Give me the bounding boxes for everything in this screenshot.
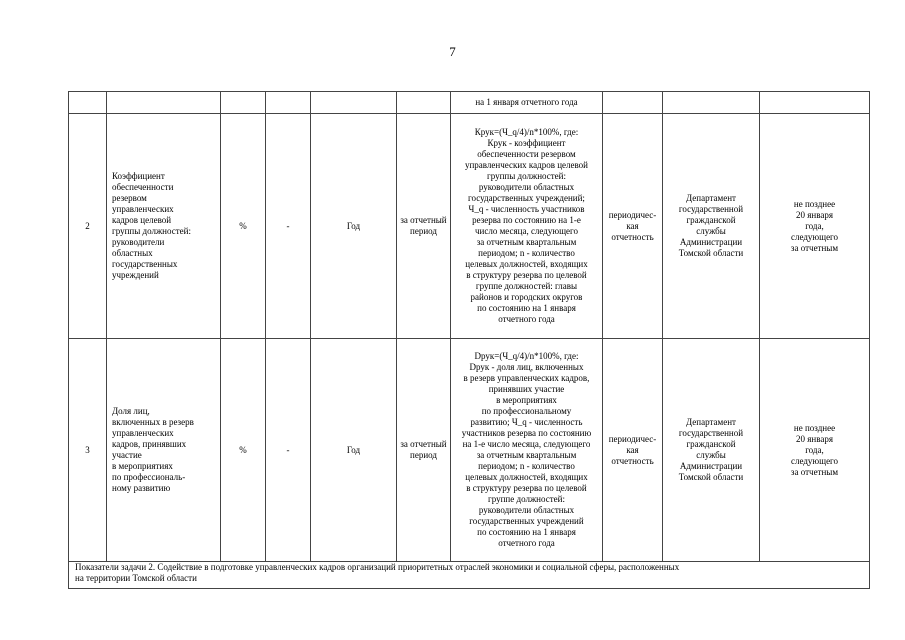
text-line: Доля лиц, [112,406,150,416]
text-line: отчетность [611,455,654,466]
text-line: следующего [790,455,839,466]
cell-unit [221,92,266,114]
formula [451,339,603,562]
text-line: государственных [112,259,178,269]
collection-method [603,114,663,339]
text-line: Dрук=(Ч_q/4)/n*100%, где: [474,351,579,361]
responsible [663,339,760,562]
text-line: за отчетным [790,466,839,477]
text-line: руководители [112,237,165,247]
cell-method [603,92,663,114]
text-line: за отчетным квартальным [476,450,577,460]
unit: % [221,339,266,562]
text-line: Томской области [678,472,744,482]
text-line: в структуру резерва по целевой [466,483,587,493]
deadline [760,114,870,339]
text-line: руководители областных [478,505,575,515]
text-line: по профессиональ- [112,472,186,482]
text-line: не позднее [793,422,836,433]
text-line: гражданской [686,439,736,449]
cell-formula: на 1 января отчетного года [451,92,603,114]
period-type: Год [311,114,397,339]
text-line: Крук=(Ч_q/4)/n*100%, где: [474,127,579,137]
text-line: период [410,450,437,460]
deadline [760,339,870,562]
text-line: государственных учреждений [469,516,584,526]
text-line: в структуру резерва по целевой [466,270,587,280]
text-line: резервом [112,193,147,203]
cell-responsible [663,92,760,114]
text-line: группе должностей: главы [475,281,578,291]
text-line: периодом; n - количество [478,248,575,258]
text-line: 20 января [796,433,833,444]
text-line: отчетного года [498,314,555,324]
text-line: за отчетным [790,242,839,253]
task-heading-row [69,562,870,589]
text-line: 20 января [796,209,833,220]
cell-calc-period [397,92,451,114]
text-line: периодичес- [608,433,657,444]
text-line: развитию; Ч_q - численность [470,417,583,427]
text-line: руководители областных [478,182,575,192]
text-line: на 1-е число месяца, следующего [462,439,591,449]
text-line: обеспеченности резервом [477,149,576,159]
text-line: за отчетный [400,215,447,225]
text-line: обеспеченности [112,182,174,192]
text-line: службы [696,226,726,236]
text-line: по состоянию на 1 января [477,303,576,313]
cell-num [69,92,107,114]
text-line: на территории Томской области [75,573,197,583]
text-line: Показатели задачи 2. Содействие в подготовке управленческих кадров организаций приоритетных отраслей экономики и социальной сферы, расположенных [75,562,680,572]
formula [451,114,603,339]
calc-period [397,339,451,562]
text-line: принявших участие [488,384,565,394]
text-line: учреждений [112,270,159,280]
cell-deadline [760,92,870,114]
text-line: государственной [678,428,744,438]
responsible [663,114,760,339]
text-line: периодом; n - количество [478,461,575,471]
text-line: года, [805,444,824,455]
text-line: государственных учреждений; [468,193,585,203]
text-line: группы должностей: [112,226,191,236]
text-line: Крук - коэффициент [487,138,566,148]
unit: % [221,114,266,339]
table-row [69,114,870,339]
text-line: года, [805,220,824,231]
text-line: управленческих [112,428,174,438]
text-line: Ч_q - численность участников [468,204,585,214]
text-line: кая [626,220,639,231]
row-number: 2 [69,114,107,339]
indicator-name [107,114,221,339]
cell-period-type [311,92,397,114]
text-line: в мероприятиях [496,395,557,405]
text-line: группы должностей: [487,171,566,181]
text-line: Коэффициент [112,171,165,181]
text-line: отчетного года [498,538,555,548]
text-line: отчетность [611,231,654,242]
text-line: группе должностей: [488,494,565,504]
collection-method [603,339,663,562]
text-line: кадров целевой [112,215,172,225]
text-line: по профессиональному [481,406,572,416]
text-line: Dрук - доля лиц, включенных [469,362,584,372]
text-line: областных [112,248,153,258]
text-line: за отчетным квартальным [476,237,577,247]
text-line: Томской области [678,248,744,258]
calc-period [397,114,451,339]
text-line: государственной [678,204,744,214]
text-line: управленческих кадров целевой [464,160,589,170]
cell-name [107,92,221,114]
text-line: Департамент [686,417,736,427]
text-line: целевых должностей, входящих [465,259,588,269]
text-line: число месяца, следующего [475,226,578,236]
cell-base [266,92,311,114]
table-row-continuation [69,92,870,114]
text-line: за отчетный [400,439,447,449]
indicator-name [107,339,221,562]
indicators-table [68,91,870,589]
period-type: Год [311,339,397,562]
text-line: управленческих [112,204,174,214]
text-line: кая [626,444,639,455]
text-line: участие [112,450,142,460]
table-row [69,339,870,562]
text-line: Администрации [679,237,743,247]
text-line: следующего [790,231,839,242]
text-line: Департамент [686,193,736,203]
text-line: участников резерва по состоянию [461,428,592,438]
page-number: 7 [449,44,456,59]
text-line: целевых должностей, входящих [465,472,588,482]
text-line: Администрации [679,461,743,471]
text-line: периодичес- [608,209,657,220]
text-line: включенных в резерв [112,417,194,427]
text-line: период [410,226,437,236]
base-value: - [266,339,311,562]
text-line: службы [696,450,726,460]
text-line: в мероприятиях [112,461,173,471]
text-line: не позднее [793,198,836,209]
text-line: гражданской [686,215,736,225]
text-line: в резерв управленческих кадров, [463,373,590,383]
text-line: по состоянию на 1 января [477,527,576,537]
task-heading [69,562,870,589]
text-line: районов и городских округов [470,292,583,302]
base-value: - [266,114,311,339]
row-number: 3 [69,339,107,562]
text-line: кадров, принявших [112,439,187,449]
text-line: резерва по состоянию на 1-е [472,215,581,225]
text-line: ному развитию [112,483,171,493]
